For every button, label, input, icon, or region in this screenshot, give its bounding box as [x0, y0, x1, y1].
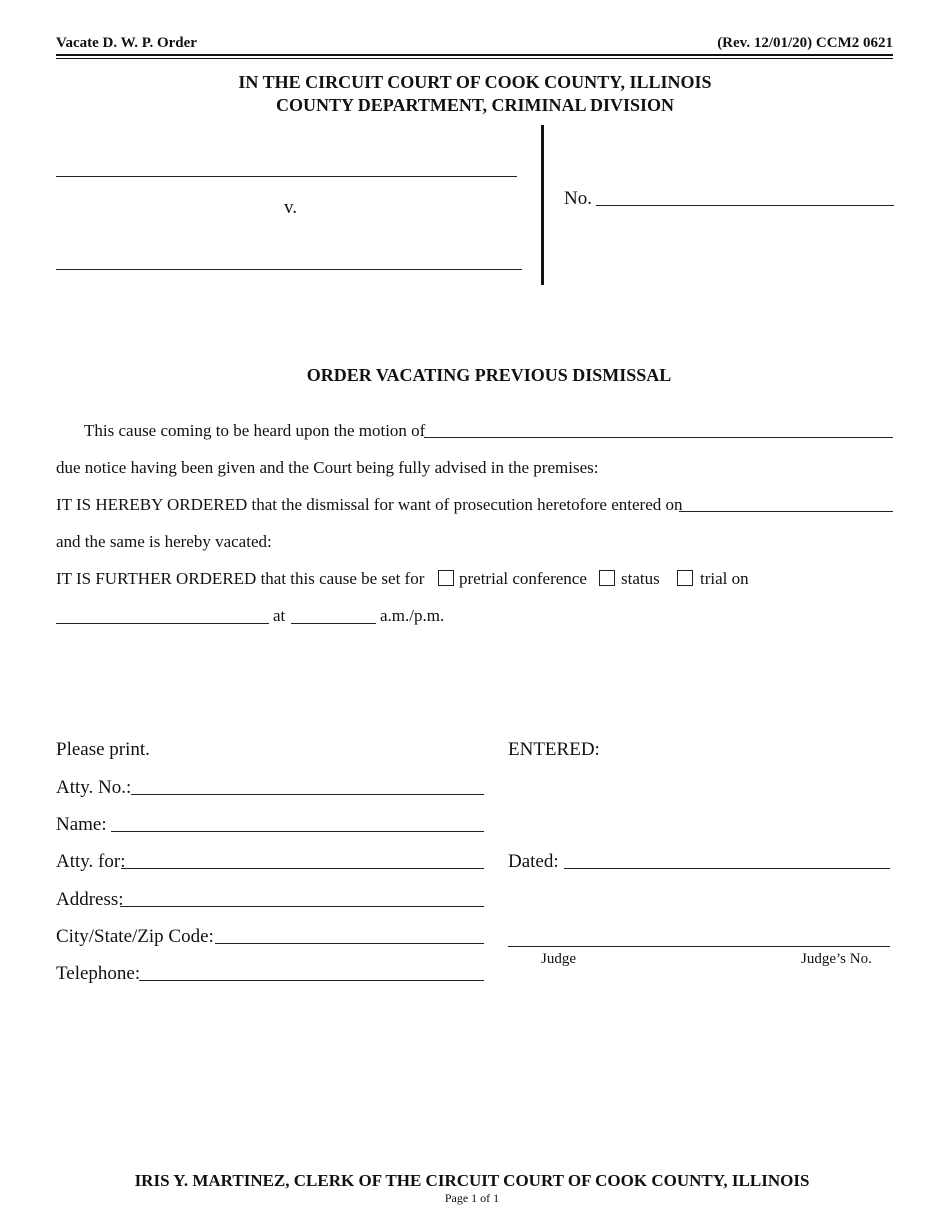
caption-divider [541, 125, 544, 285]
court-title-line2: COUNTY DEPARTMENT, CRIMINAL DIVISION [275, 95, 675, 115]
atty-no-line[interactable] [131, 794, 484, 795]
judge-no-label: Judge’s No. [801, 951, 872, 967]
versus-label: v. [284, 197, 298, 218]
plaintiff-line[interactable] [56, 176, 517, 177]
case-no-line[interactable] [596, 205, 894, 206]
at-label: at [273, 606, 286, 625]
please-print-label: Please print. [56, 739, 150, 760]
header-rule-thin [56, 58, 893, 59]
header-rule-thick [56, 54, 893, 56]
order-title: ORDER VACATING PREVIOUS DISMISSAL [306, 365, 672, 385]
motion-text: This cause coming to be heard upon the motion of [84, 421, 426, 440]
status-label: status [621, 569, 660, 588]
ampm-label: a.m./p.m. [380, 606, 445, 625]
trial-label: trial on [700, 569, 749, 588]
address-line[interactable] [120, 906, 484, 907]
trial-checkbox[interactable] [677, 570, 693, 586]
dismissal-date-line[interactable] [679, 511, 893, 512]
clerk-footer: IRIS Y. MARTINEZ, CLERK OF THE CIRCUIT COURT OF COOK COUNTY, ILLINOIS [134, 1171, 810, 1190]
ordered-text: IT IS HEREBY ORDERED that the dismissal for want of prosecution heretofore entered on [56, 495, 683, 514]
address-label: Address: [56, 889, 124, 910]
motion-party-line[interactable] [424, 437, 893, 438]
telephone-line[interactable] [139, 980, 484, 981]
form-revision: (Rev. 12/01/20) CCM2 0621 [717, 35, 893, 51]
notice-text: due notice having been given and the Court being fully advised in the premises: [56, 458, 599, 477]
form-name: Vacate D. W. P. Order [56, 35, 197, 51]
vacated-text: and the same is hereby vacated: [56, 532, 272, 551]
case-no-label: No. [564, 188, 592, 209]
name-label: Name: [56, 814, 107, 835]
atty-for-line[interactable] [121, 868, 484, 869]
hearing-date-line[interactable] [56, 623, 269, 624]
city-state-zip-line[interactable] [215, 943, 484, 944]
judge-label: Judge [541, 951, 576, 967]
telephone-label: Telephone: [56, 963, 141, 984]
pretrial-label: pretrial conference [459, 569, 587, 588]
name-line[interactable] [111, 831, 484, 832]
pretrial-checkbox[interactable] [438, 570, 454, 586]
judge-signature-line[interactable] [508, 946, 890, 947]
court-title-line1: IN THE CIRCUIT COURT OF COOK COUNTY, ILLINOIS [238, 72, 712, 92]
further-ordered-text: IT IS FURTHER ORDERED that this cause be set for [56, 569, 425, 588]
entered-label: ENTERED: [508, 739, 600, 760]
page-number: Page 1 of 1 [444, 1191, 500, 1205]
dated-line[interactable] [564, 868, 890, 869]
atty-no-label: Atty. No.: [56, 777, 132, 798]
atty-for-label: Atty. for: [56, 851, 126, 872]
status-checkbox[interactable] [599, 570, 615, 586]
hearing-time-line[interactable] [291, 623, 376, 624]
dated-label: Dated: [508, 851, 559, 872]
city-state-zip-label: City/State/Zip Code: [56, 926, 214, 947]
defendant-line[interactable] [56, 269, 522, 270]
